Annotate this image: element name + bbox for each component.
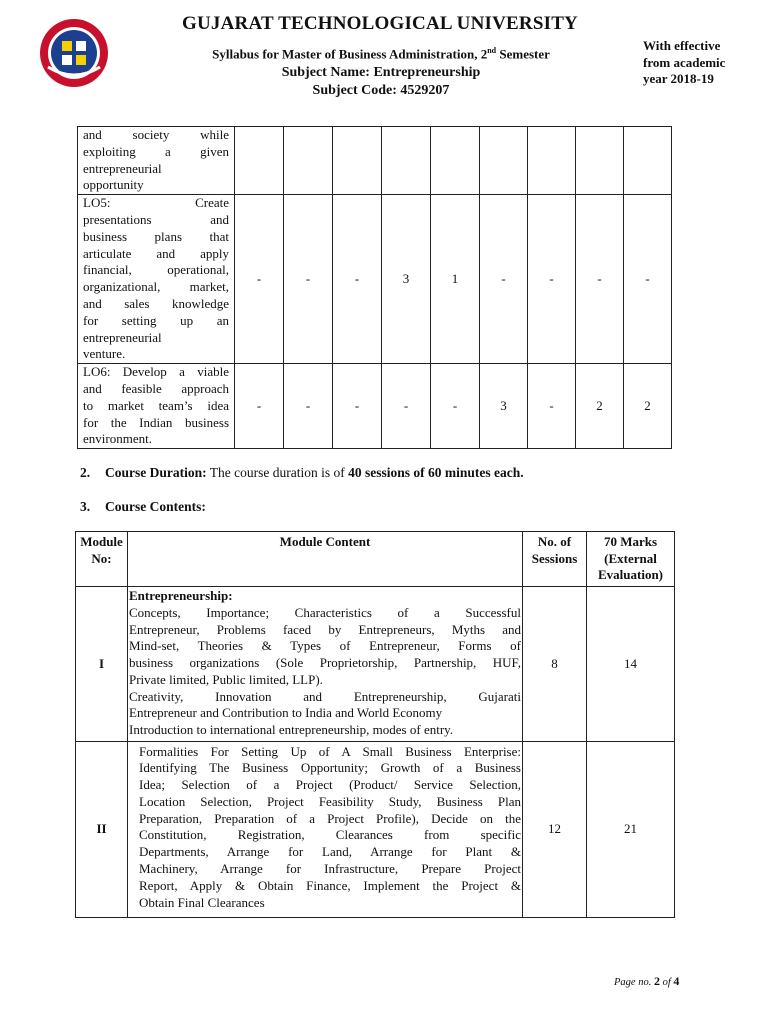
lo-value — [235, 127, 284, 195]
lo-value: - — [333, 364, 382, 449]
lo-value: - — [284, 364, 333, 449]
table-row — [78, 364, 672, 449]
header-module-no: Module No: — [76, 532, 128, 587]
page-number: Page no. 2 of 4 — [614, 974, 680, 988]
table-row — [78, 195, 672, 364]
lo-value: 3 — [480, 364, 528, 449]
header-module-content: Module Content — [128, 532, 523, 587]
lo-value: - — [431, 364, 480, 449]
lo-value — [333, 127, 382, 195]
table-row — [76, 741, 675, 918]
lo-value: - — [480, 195, 528, 364]
lo-description: LO6: Develop a viable and feasible approach to market team’s idea for the Indian business environment. — [78, 364, 235, 449]
lo-value — [480, 127, 528, 195]
lo-value: - — [528, 195, 576, 364]
syllabus-line: Syllabus for Master of Business Administration, 2nd Semester — [212, 46, 550, 62]
learning-outcomes-table — [77, 126, 672, 449]
lo-description: LO5: Create presentations and business plans that articulate and apply financial, operational, organizational, market, and sales knowledge for setting up an entrepreneurial venture. — [78, 195, 235, 364]
module-content: Entrepreneurship: Concepts, Importance; Characteristics of a Successful Entrepreneur, Problems faced by Entrepreneurs, Myths and Mind-set, Theories & Types of Entrepreneur, Forms of business organizations (Sole Proprietorship, Partnership, HUF, Private limited, Public limited, LLP). Creativity, Innovation and Entrepreneurship, Gujarati Entrepreneur and Contribution to India and World Economy Introduction to international entrepreneurship, modes of entry. — [128, 586, 523, 741]
header-marks: 70 Marks (External Evaluation) — [587, 532, 675, 587]
table-header-row — [76, 532, 675, 587]
lo-value — [576, 127, 624, 195]
lo-value — [431, 127, 480, 195]
module-sessions: 12 — [523, 741, 587, 918]
lo-value — [528, 127, 576, 195]
module-sessions: 8 — [523, 586, 587, 741]
effective-note: With effective from academic year 2018-19 — [643, 38, 726, 86]
lo-value: 3 — [382, 195, 431, 364]
course-duration: 2. Course Duration: The course duration is of 40 sessions of 60 minutes each. — [80, 465, 524, 480]
lo-value: - — [576, 195, 624, 364]
lo-value: - — [333, 195, 382, 364]
table-row — [76, 586, 675, 741]
university-logo-icon — [38, 17, 110, 89]
course-contents-table — [75, 531, 675, 918]
lo-value — [624, 127, 672, 195]
lo-value: - — [382, 364, 431, 449]
lo-value: 2 — [576, 364, 624, 449]
header-sessions: No. of Sessions — [523, 532, 587, 587]
lo-description: and society while exploiting a given entrepreneurial opportunity — [78, 127, 235, 195]
course-contents-heading: 3. Course Contents: — [80, 499, 206, 514]
table-row — [78, 127, 672, 195]
module-marks: 21 — [587, 741, 675, 918]
lo-value: 1 — [431, 195, 480, 364]
module-marks: 14 — [587, 586, 675, 741]
lo-value: - — [235, 364, 284, 449]
subject-name: Subject Name: Entrepreneurship — [281, 65, 481, 80]
lo-value: - — [624, 195, 672, 364]
module-number: I — [76, 586, 128, 741]
lo-value: - — [284, 195, 333, 364]
module-number: II — [76, 741, 128, 918]
module-content: Formalities For Setting Up of A Small Business Enterprise: Identifying The Business Opportunity; Growth of a Business Idea; Selection of a Project (Product/ Service Selection, Location Selection, Project Feasibility Study, Business Plan Preparation, Preparation of a Project Profile), Decide on the Constitution, Registration, Clearances from specific Departments, Arrange for Land, Arrange for Plant & Machinery, Arrange for Infrastructure, Prepare Project Report, Apply & Obtain Finance, Implement the Project & Obtain Final Clearances — [128, 741, 523, 918]
lo-value: 2 — [624, 364, 672, 449]
lo-value — [284, 127, 333, 195]
subject-code: Subject Code: 4529207 — [312, 83, 450, 98]
lo-value: - — [528, 364, 576, 449]
lo-value — [382, 127, 431, 195]
university-name: GUJARAT TECHNOLOGICAL UNIVERSITY — [182, 13, 578, 34]
lo-value: - — [235, 195, 284, 364]
